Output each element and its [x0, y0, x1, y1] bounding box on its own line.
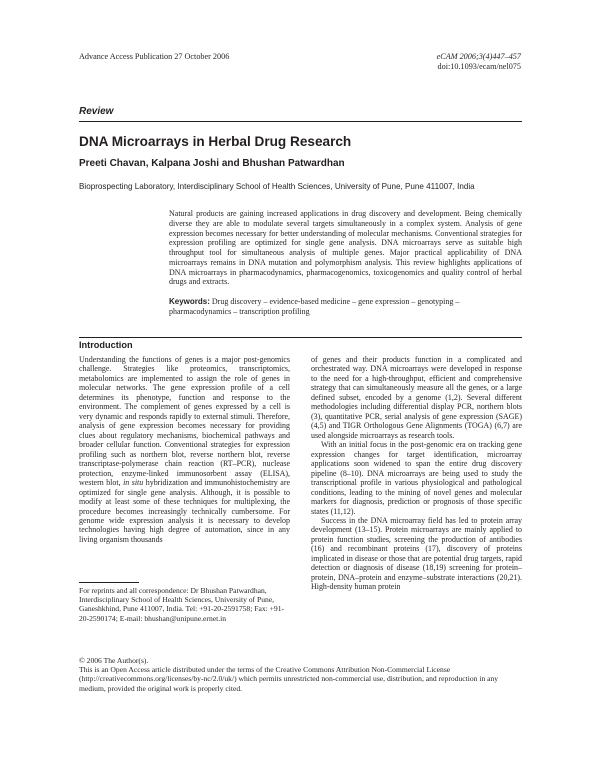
doi: doi:10.1093/ecam/nel075 — [437, 62, 521, 71]
keywords-label: Keywords: — [169, 297, 210, 306]
footnote-rule — [79, 582, 139, 583]
keywords — [169, 297, 522, 317]
affiliation: Bioprospecting Laboratory, Interdisciplinary School of Health Sciences, University of Pune, Pune 411007, India — [79, 182, 475, 191]
abstract: Natural products are gaining increased applications in drug discovery and development. Being chemically diverse they are able to modulate several targets simultaneously in a complex system. Analysis of gene expression becomes necessary for better understanding of molecular mechanisms. Conventional strategies for expression profiling are optimized for single gene analysis. DNA microarrays serve as suitable high throughput tool for simultaneous analysis of multiple genes. Major practical applicability of DNA microarrays remains in DNA mutation and polymorphism analysis. This review highlights applications of DNA microarrays in pharmacodynamics, pharmacogenomics, toxicogenomics and quality control of herbal drugs and extracts. — [169, 209, 522, 287]
paragraph — [79, 355, 290, 544]
running-header-left: Advance Access Publication 27 October 2006 — [79, 52, 230, 61]
keywords-text: Drug discovery – evidence-based medicine – gene expression – genotyping – pharmacodynamics – transcription profiling — [169, 297, 460, 316]
copyright-notice — [79, 656, 522, 693]
copyright-line: © 2006 The Author(s). — [79, 656, 149, 665]
paragraph: of genes and their products function in a complicated and orchestrated way. DNA microarrays were developed in response to the need for a high-throughput, efficient and comprehensive strategy that can simultaneously measure all the genes, or a large defined subset, encoded by a genome (1,2). Several different methodologies including differential display PCR, northern blots (3), quantitative PCR, serial analysis of gene expression (SAGE) (4,5) and TIGR Orthologous Gene Alignments (TOGA) (6,7) are used alongside microarrays as research tools. — [311, 355, 522, 440]
author-list: Preeti Chavan, Kalpana Joshi and Bhushan Patwardhan — [79, 158, 345, 169]
paragraph-text: hybridization and immunohistochemistry are optimized for single gene analysis. Although, it is possible to modify at least some of these techniques for multiplexing, the procedure becomes increasingly technically cumbersome. For genome wide expression analysis it is necessary to develop technologies having high degree of automation, since in any living organism thousands — [79, 478, 290, 544]
italic-term: in situ — [123, 478, 144, 488]
correspondence-footnote: For reprints and all correspondence: Dr Bhushan Patwardhan, Interdisciplinary School of Health Sciences, University of Pune, Ganeshkhind, Pune 411007, India. Tel: +91-20-2591758; Fax: +91-20-2590174; E-mail: bhushan@unipune.ernet.in — [79, 586, 285, 623]
paragraph-text: Understanding the functions of genes is a major post-genomics challenge. Strategies like proteomics, transcriptomics, metabolomics are implemented to assign the role of genes in molecular networks. The gene expression profile of a cell determines its phenotype, function and response to the environment. The complement of genes expressed by a cell is very dynamic and responds rapidly to external stimuli. Therefore, analysis of gene expression becomes necessary for providing clues about regulatory mechanisms, biochemical pathways and broader cellular function. Conventional strategies for expression profiling such as northern blot, reverse northern blot, reverse transcriptase-polymerase chain reaction (RT–PCR), nuclease protection, enzyme-linked immunosorbent assay (ELISA), western blot, — [79, 355, 290, 488]
introduction-heading: Introduction — [79, 340, 133, 350]
body-column-right — [311, 355, 522, 592]
article-title: DNA Microarrays in Herbal Drug Research — [79, 134, 352, 149]
running-header-right — [437, 52, 521, 72]
paragraph: Success in the DNA microarray field has led to protein array development (13–15). Protein microarrays are mainly applied to protein function studies, screening the production of antibodies (16) and recombinant proteins (17), discovery of proteins implicated in disease or those that are potential drug targets, rapid detection or diagnosis of disease (18,19) screening for protein–protein, DNA–protein and enzyme–substrate interactions (20,21). High-density human protein — [311, 515, 522, 592]
section-label: Review — [79, 106, 114, 117]
header-rule — [79, 121, 522, 122]
body-column-left — [79, 355, 290, 544]
license-statement: This is an Open Access article distributed under the terms of the Creative Commons Attribution Non-Commercial License (http://creativecommons.org/licenses/by-nc/2.0/uk/) which permits unrestricted non-commercial use, distribution, and reproduction in any medium, provided the original work is properly cited. — [79, 665, 499, 693]
paragraph: With an initial focus in the post-genomic era on tracking gene expression changes for target identification, microarray applications soon widened to span the entire drug discovery pipeline (8–10). DNA microarrays are being used to study the transcriptional profile in various physiological and pathological conditions, leading to the mining of novel genes and molecular markers for diagnosis, prediction or prognosis of those specific states (11,12). — [311, 440, 522, 516]
section-rule — [79, 337, 522, 338]
journal-reference: eCAM 2006;3(4)447–457 — [436, 52, 521, 61]
